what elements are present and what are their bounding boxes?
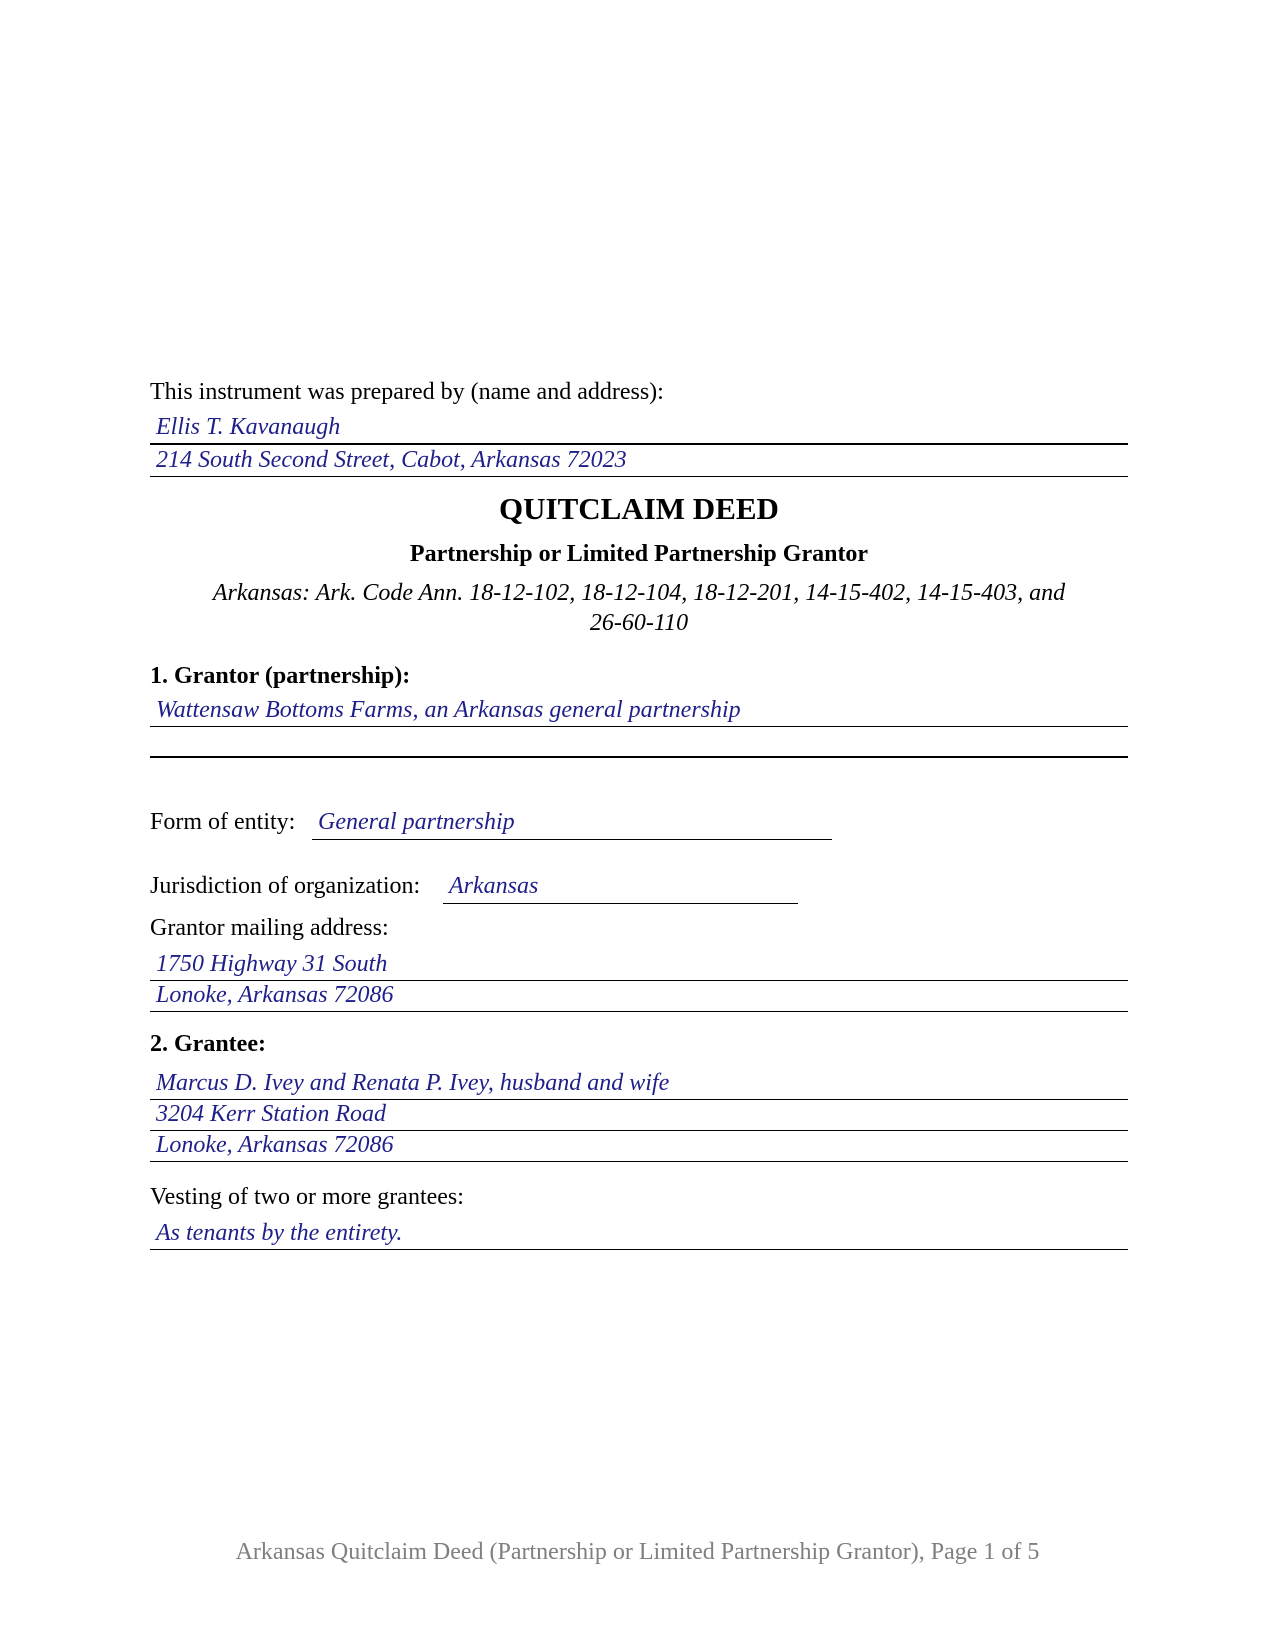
jurisdiction-label: Jurisdiction of organization:	[150, 873, 421, 899]
grantor-name-field-2[interactable]	[150, 727, 1128, 758]
grantee-heading: 2. Grantee:	[150, 1031, 266, 1057]
jurisdiction-field[interactable]	[443, 870, 798, 904]
document-subtitle: Partnership or Limited Partnership Grantor	[409, 541, 869, 567]
document-page	[150, 0, 1128, 1650]
form-of-entity-field[interactable]	[312, 806, 832, 840]
jurisdiction-value: Arkansas	[449, 873, 539, 899]
preparer-address-field[interactable]	[150, 446, 1128, 477]
page-footer: Arkansas Quitclaim Deed (Partnership or Limited Partnership Grantor), Page 1 of 5	[235, 1539, 1040, 1565]
grantee-address-line-1: 3204 Kerr Station Road	[156, 1101, 387, 1127]
vesting-label: Vesting of two or more grantees:	[150, 1184, 464, 1210]
grantor-address-line-2: Lonoke, Arkansas 72086	[156, 982, 394, 1008]
document-title: QUITCLAIM DEED	[499, 491, 779, 526]
grantee-name: Marcus D. Ivey and Renata P. Ivey, husband and wife	[156, 1070, 670, 1096]
preparer-label: This instrument was prepared by (name and address):	[150, 379, 664, 405]
grantor-mailing-label: Grantor mailing address:	[150, 915, 389, 941]
form-of-entity-value: General partnership	[318, 809, 515, 835]
form-of-entity-row	[150, 806, 850, 840]
jurisdiction-row	[150, 870, 850, 904]
grantor-address-field-1[interactable]	[150, 950, 1128, 981]
form-of-entity-label: Form of entity:	[150, 809, 296, 835]
preparer-address: 214 South Second Street, Cabot, Arkansas 72023	[156, 447, 627, 473]
grantee-address-field-1[interactable]	[150, 1100, 1128, 1131]
vesting-field[interactable]	[150, 1219, 1128, 1250]
grantee-name-field[interactable]	[150, 1069, 1128, 1100]
grantor-address-line-1: 1750 Highway 31 South	[156, 951, 388, 977]
grantor-name-field-1[interactable]	[150, 696, 1128, 727]
vesting-value: As tenants by the entirety.	[156, 1220, 403, 1246]
grantor-address-field-2[interactable]	[150, 981, 1128, 1012]
preparer-name: Ellis T. Kavanaugh	[156, 414, 341, 440]
grantee-address-line-2: Lonoke, Arkansas 72086	[156, 1132, 394, 1158]
grantor-name: Wattensaw Bottoms Farms, an Arkansas general partnership	[156, 697, 741, 723]
statute-citation-line-1: Arkansas: Ark. Code Ann. 18-12-102, 18-12-104, 18-12-201, 14-15-402, 14-15-403, and	[212, 580, 1066, 606]
statute-citation-line-2: 26-60-110	[589, 610, 689, 636]
grantee-address-field-2[interactable]	[150, 1131, 1128, 1162]
preparer-name-field[interactable]	[150, 414, 1128, 445]
grantor-heading: 1. Grantor (partnership):	[150, 663, 411, 689]
